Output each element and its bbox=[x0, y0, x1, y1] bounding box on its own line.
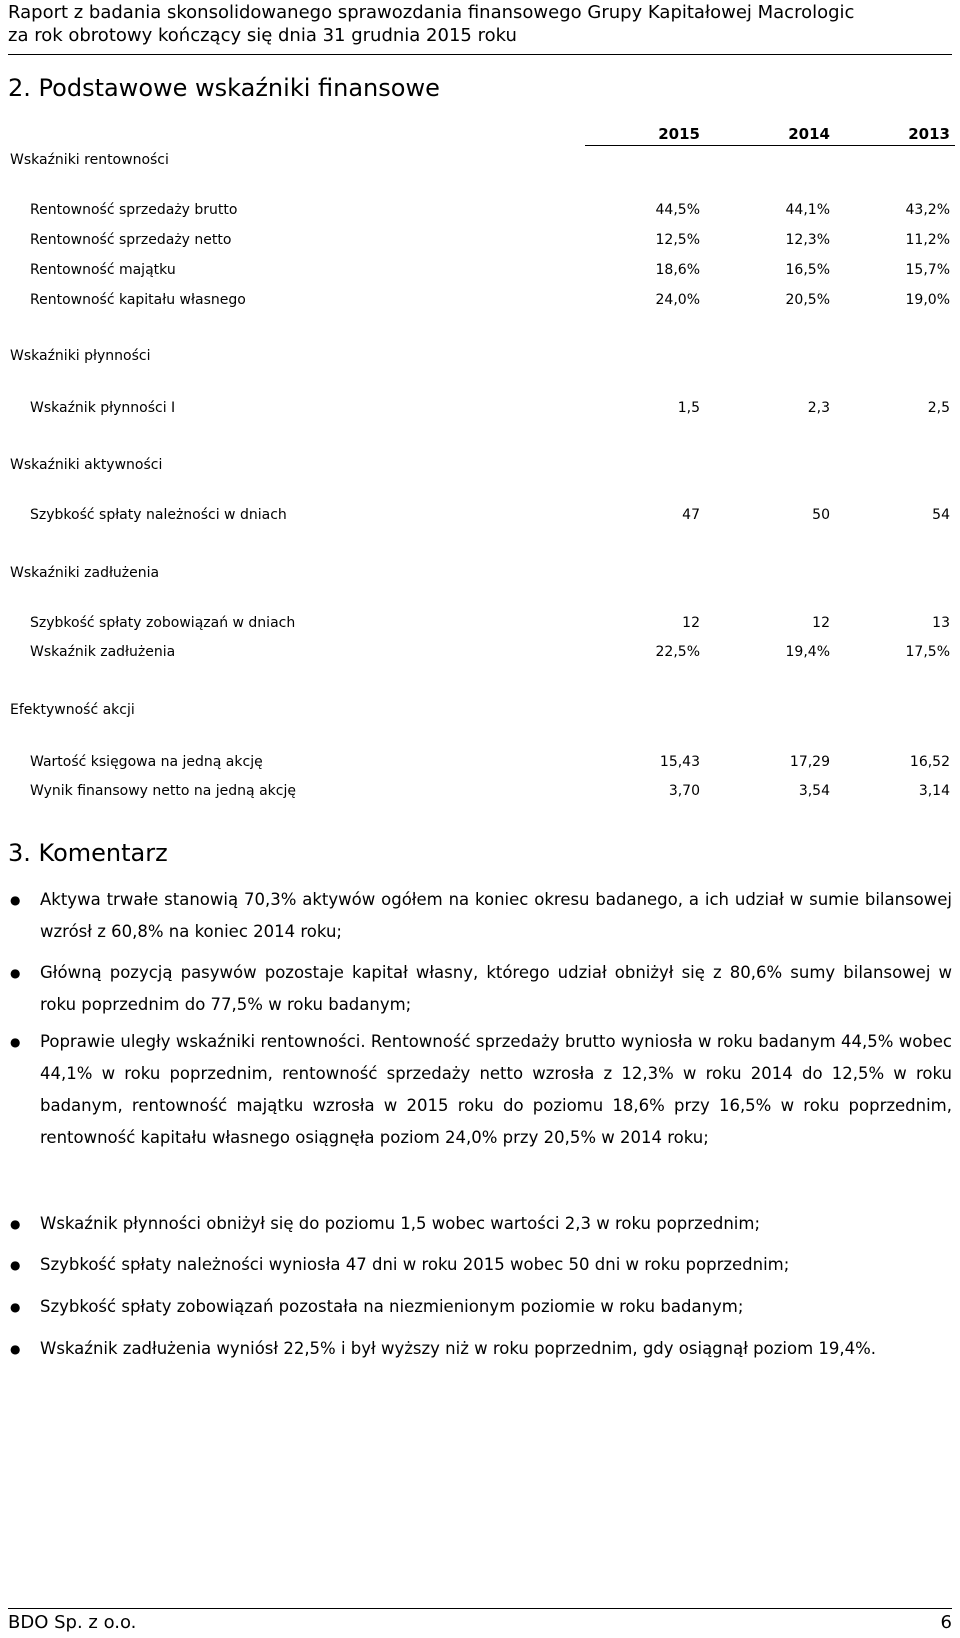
year-col-1: 2015 bbox=[658, 125, 700, 143]
table-row: Rentowność kapitału własnego 24,0% 20,5% 19,0% bbox=[30, 292, 950, 308]
group-label-efektywnosc: Efektywność akcji bbox=[10, 702, 135, 718]
table-row: Rentowność sprzedaży brutto 44,5% 44,1% 43,2% bbox=[30, 202, 950, 218]
bullet-icon: ● bbox=[10, 893, 21, 907]
table-row: Szybkość spłaty zobowiązań w dniach 12 12 13 bbox=[30, 615, 950, 631]
bullet-icon: ● bbox=[10, 1342, 21, 1356]
table-row: Szybkość spłaty należności w dniach 47 50 54 bbox=[30, 507, 950, 523]
page-number: 6 bbox=[940, 1612, 952, 1633]
bullet-icon: ● bbox=[10, 1300, 21, 1314]
group-label-aktywnosc: Wskaźniki aktywności bbox=[10, 457, 163, 473]
year-col-3: 2013 bbox=[908, 125, 950, 143]
table-row: Rentowność majątku 18,6% 16,5% 15,7% bbox=[30, 262, 950, 278]
header-subtitle: za rok obrotowy kończący się dnia 31 grudnia 2015 roku bbox=[8, 25, 517, 46]
group-label-zadluzenie: Wskaźniki zadłużenia bbox=[10, 565, 160, 581]
table-year-header bbox=[0, 124, 960, 144]
table-row: Wartość księgowa na jedną akcję 15,43 17,29 16,52 bbox=[30, 754, 950, 770]
group-label-plynnosc: Wskaźniki płynności bbox=[10, 348, 151, 364]
table-row: Wskaźnik płynności I 1,5 2,3 2,5 bbox=[30, 400, 950, 416]
table-row: Wskaźnik zadłużenia 22,5% 19,4% 17,5% bbox=[30, 644, 950, 660]
table-row: Rentowność sprzedaży netto 12,5% 12,3% 11,2% bbox=[30, 232, 950, 248]
footer-rule bbox=[8, 1608, 952, 1609]
bullet-icon: ● bbox=[10, 1217, 21, 1231]
year-col-2: 2014 bbox=[788, 125, 830, 143]
section-3-title: 3. Komentarz bbox=[8, 839, 168, 867]
table-row: Wynik finansowy netto na jedną akcję 3,70 3,54 3,14 bbox=[30, 783, 950, 799]
bullet-icon: ● bbox=[10, 966, 21, 980]
group-label-rentownosc: Wskaźniki rentowności bbox=[10, 152, 169, 168]
footer-company: BDO Sp. z o.o. bbox=[8, 1612, 137, 1633]
section-2-title: 2. Podstawowe wskaźniki finansowe bbox=[8, 74, 440, 102]
header-title: Raport z badania skonsolidowanego sprawozdania finansowego Grupy Kapitałowej Macrologic bbox=[8, 2, 855, 23]
bullet-icon: ● bbox=[10, 1258, 21, 1272]
page-header bbox=[8, 0, 952, 55]
bullet-icon: ● bbox=[10, 1035, 21, 1049]
year-header-rule bbox=[585, 145, 955, 146]
